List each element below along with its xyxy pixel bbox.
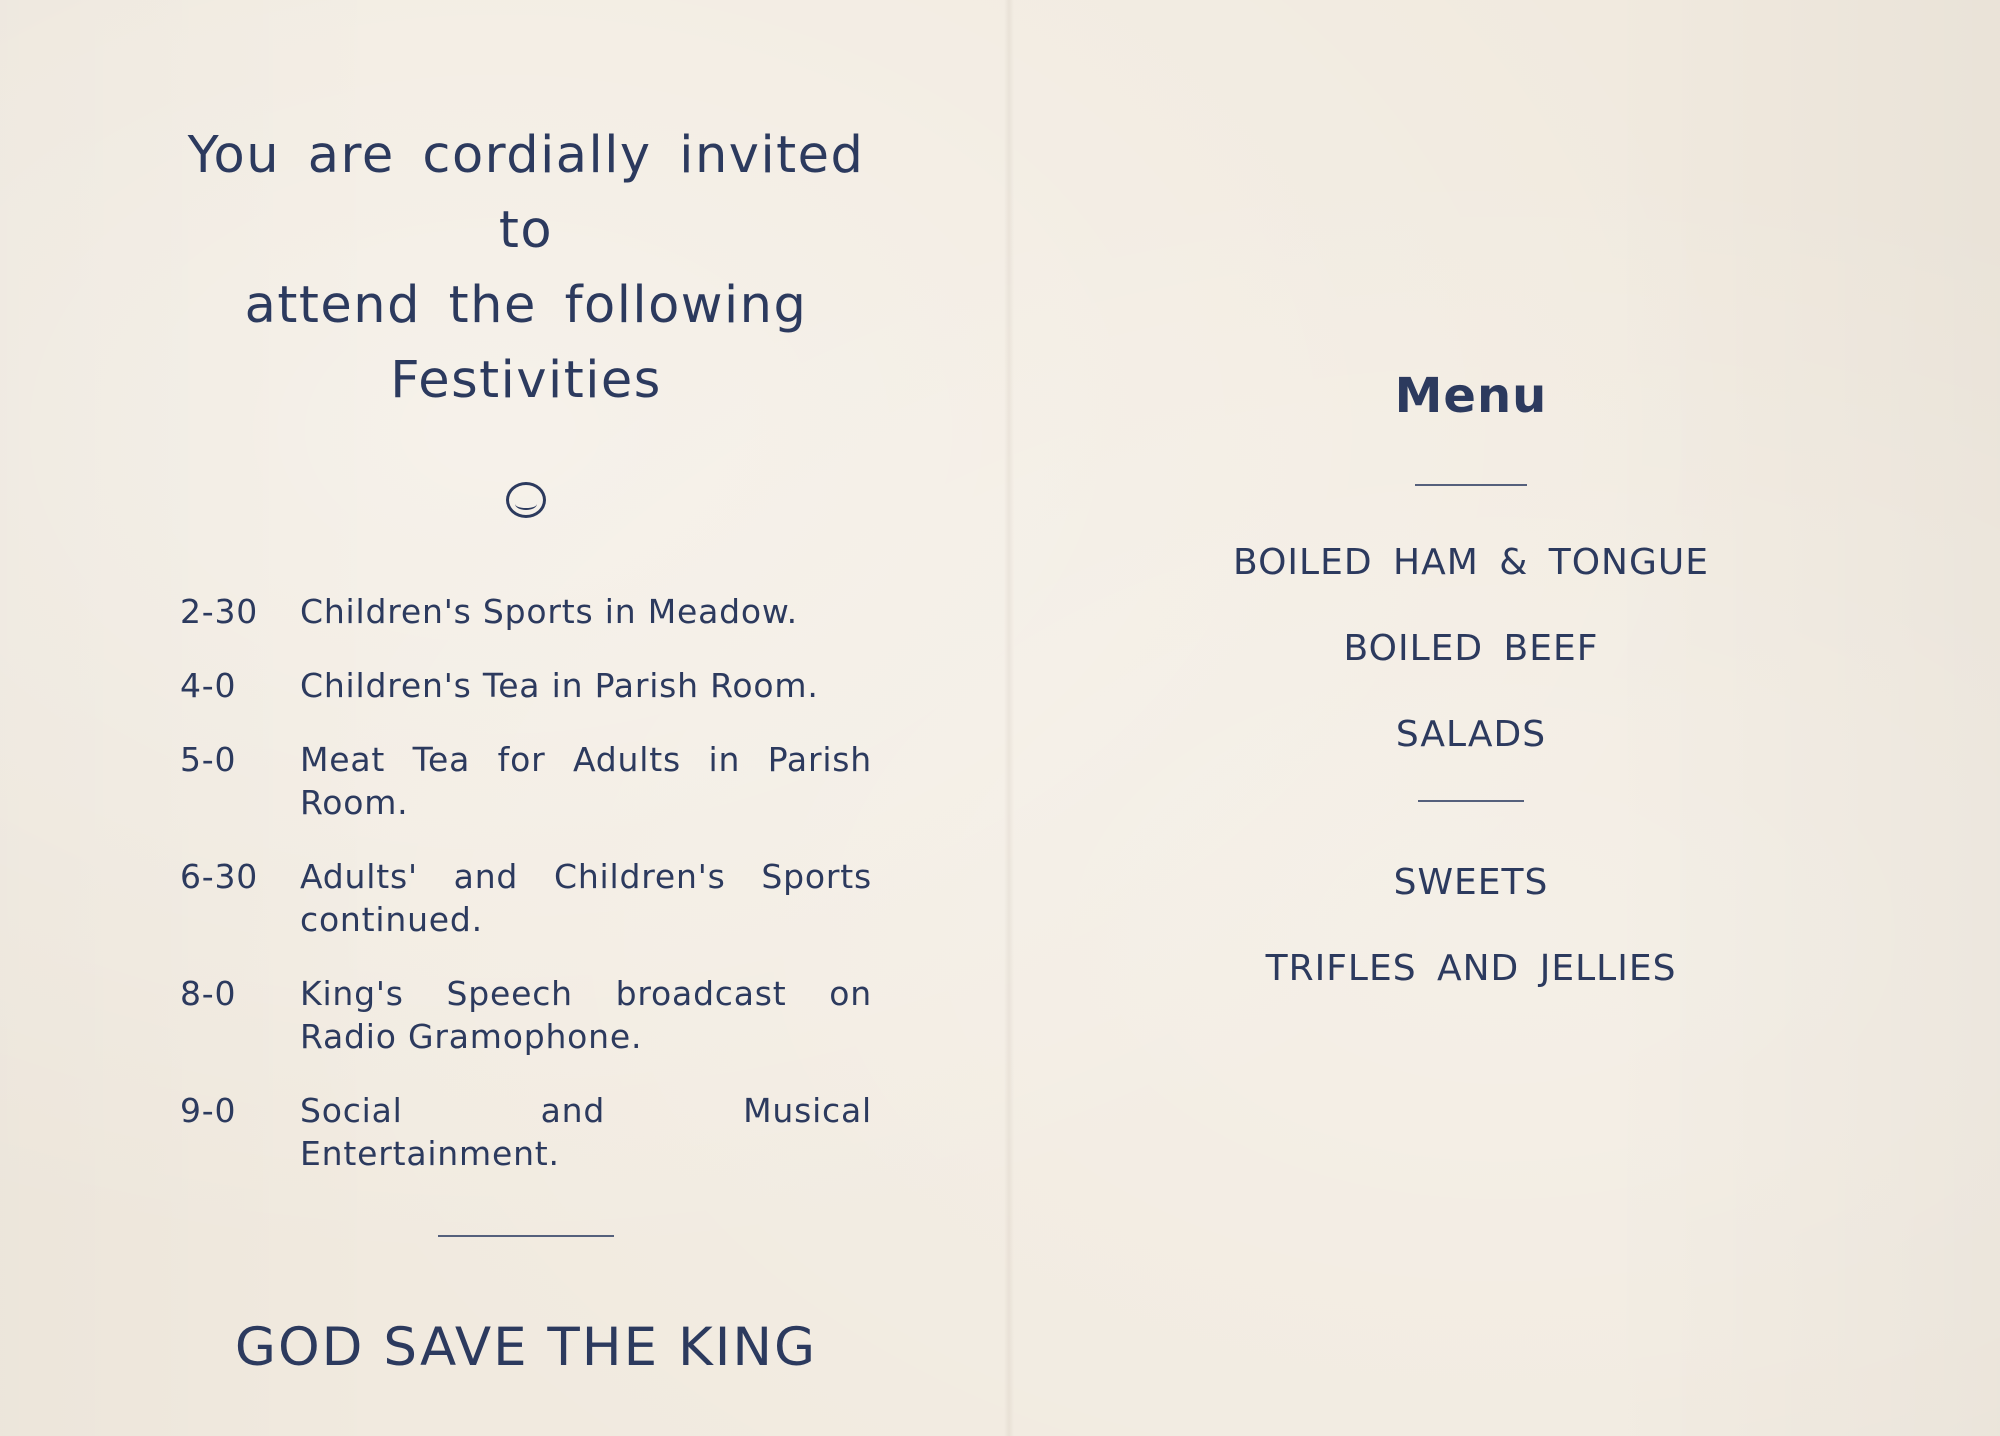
invitation-line-1: You are cordially invited to	[187, 126, 865, 260]
schedule-event: Children's Sports in Meadow.	[300, 592, 798, 631]
schedule-list	[180, 590, 872, 1175]
schedule-time: 6-30	[180, 857, 259, 896]
festivities-panel	[180, 118, 872, 1378]
schedule-event: King's Speech broadcast on Radio Gramophone.	[300, 974, 872, 1056]
schedule-event: Social and Musical Entertainment.	[300, 1091, 872, 1173]
invitation-line-3: Festivities	[390, 351, 662, 410]
menu-item: BOILED BEEF	[1343, 628, 1599, 669]
schedule-item	[180, 664, 872, 707]
schedule-event: Adults' and Children's Sports continued.	[300, 857, 872, 939]
menu-item: SALADS	[1395, 714, 1547, 755]
fold-crease	[1004, 0, 1014, 1436]
schedule-item	[180, 1089, 872, 1175]
schedule-item	[180, 972, 872, 1058]
schedule-item	[180, 738, 872, 824]
schedule-time: 8-0	[180, 974, 237, 1013]
schedule-event: Children's Tea in Parish Room.	[300, 666, 819, 705]
schedule-item	[180, 590, 872, 633]
divider	[1418, 800, 1524, 802]
schedule-time: 5-0	[180, 740, 237, 779]
menu-item: BOILED HAM & TONGUE	[1233, 542, 1709, 583]
invitation-heading	[180, 118, 872, 418]
schedule-item	[180, 855, 872, 941]
schedule-time: 9-0	[180, 1091, 237, 1130]
schedule-event: Meat Tea for Adults in Parish Room.	[300, 740, 872, 822]
ornament-icon	[506, 482, 546, 518]
divider	[438, 1235, 614, 1237]
closing-line: GOD SAVE THE KING	[234, 1317, 818, 1378]
schedule-time: 4-0	[180, 666, 237, 705]
menu-item: SWEETS	[1393, 862, 1549, 903]
menu-item: TRIFLES AND JELLIES	[1265, 948, 1677, 989]
invitation-line-2: attend the following	[244, 276, 808, 335]
divider	[1415, 484, 1527, 486]
menu-title: Menu	[1394, 368, 1548, 424]
menu-panel	[1165, 368, 1777, 1034]
schedule-time: 2-30	[180, 592, 259, 631]
main-course	[1165, 542, 1777, 756]
sweets-course	[1165, 862, 1777, 990]
